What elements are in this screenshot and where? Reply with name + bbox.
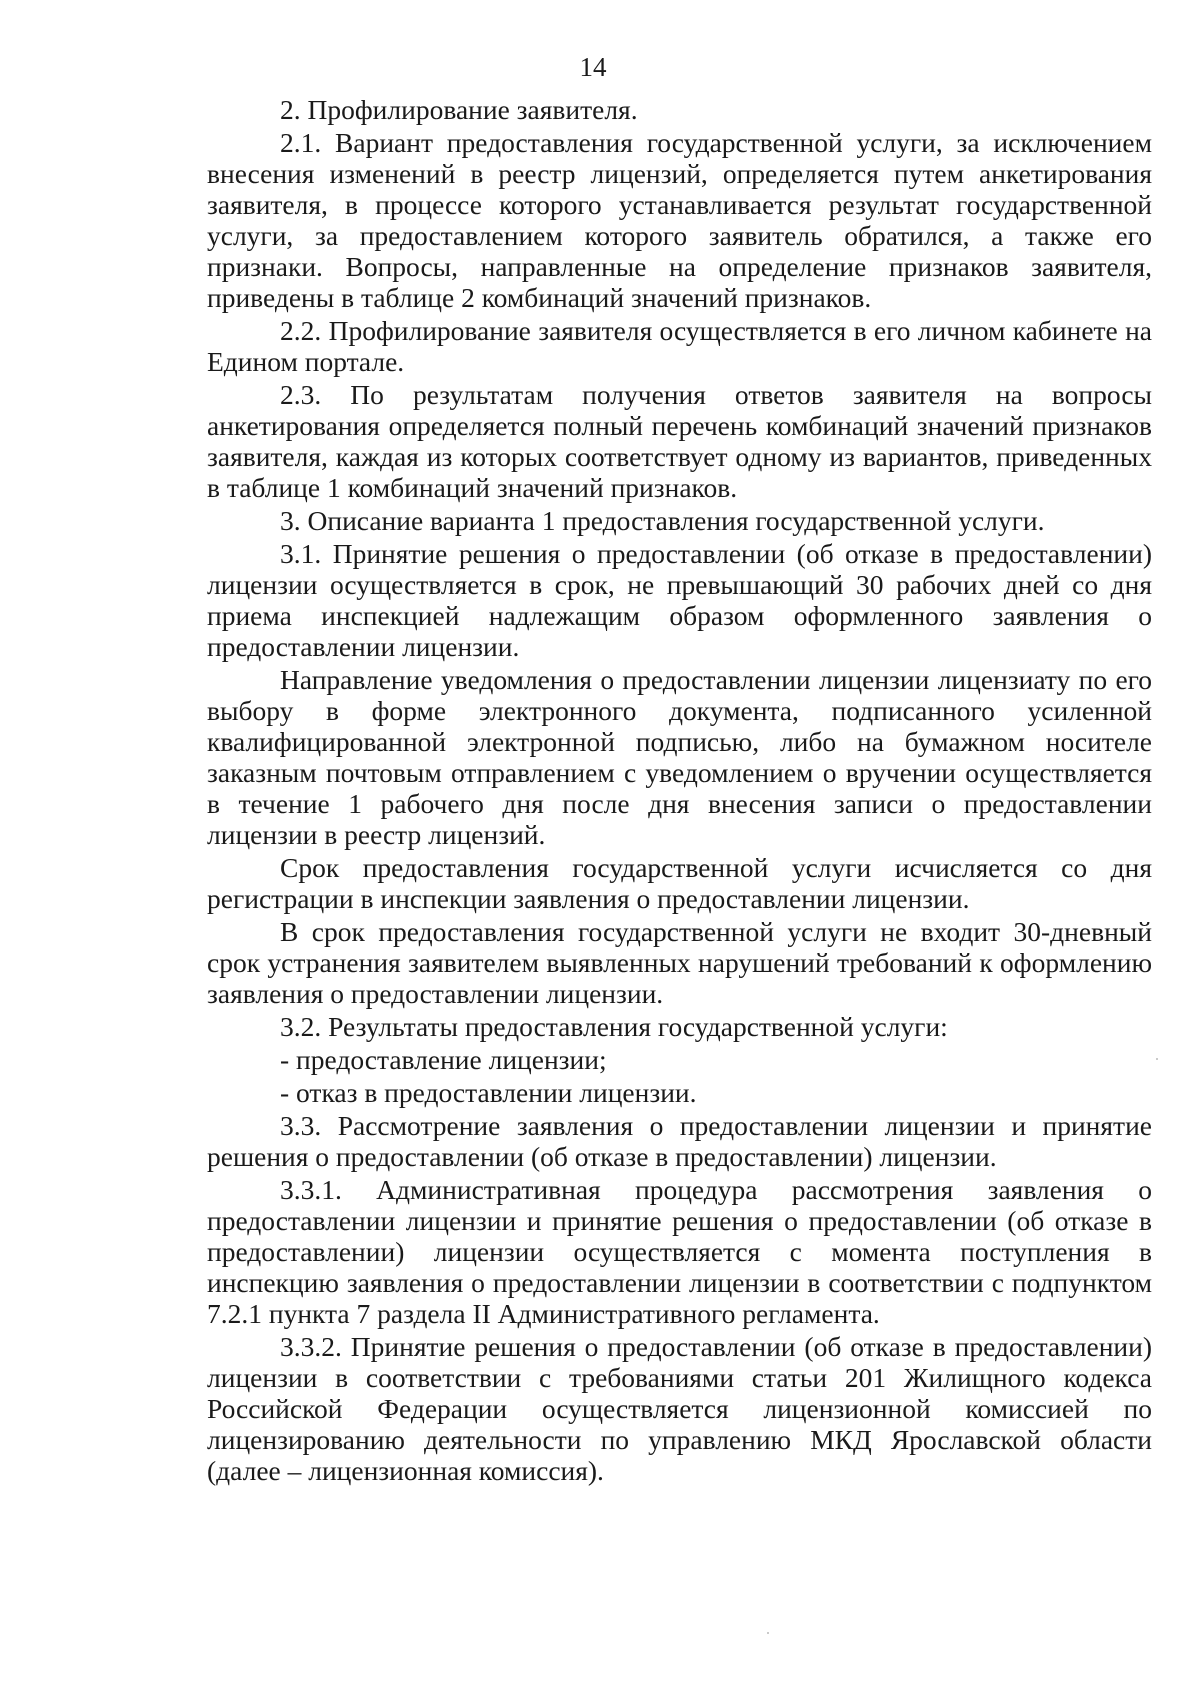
paragraph-3-3-1: 3.3.1. Административная процедура рассмотрения заявления о предоставлении лицензии и принятие решения о предоставлении (об отказе в предоставлении) лицензии осуществляется с момента поступления в инспекцию заявления о предоставлении лицензии в соответствии с подпунктом 7.2.1 пункта 7 раздела II Административного регламента. [207, 1174, 1152, 1329]
section-heading-profiling: 2. Профилирование заявителя. [280, 94, 638, 125]
paragraph-correction-term: В срок предоставления государственной услуги не входит 30-дневный срок устранения заявителем выявленных нарушений требований к оформлению заявления о предоставлении лицензии. [207, 916, 1152, 1009]
list-item-refusal: - отказ в предоставлении лицензии. [280, 1077, 697, 1108]
document-body [207, 94, 1152, 1488]
scan-artifact-dot [1156, 1058, 1158, 1060]
paragraph-notification: Направление уведомления о предоставлении лицензии лицензиату по его выбору в форме электронного документа, подписанного усиленной квалифицированной электронной подписью, либо на бумажном носителе заказным почтовым отправлением с уведомлением о вручении осуществляется в течение 1 рабочего дня после дня внесения записи о предоставлении лицензии в реестр лицензий. [207, 664, 1152, 850]
page-number: 14 [579, 52, 607, 82]
list-item-grant: - предоставление лицензии; [280, 1044, 607, 1075]
paragraph-service-term: Срок предоставления государственной услуги исчисляется со дня регистрации в инспекции заявления о предоставлении лицензии. [207, 852, 1152, 914]
paragraph-2-1: 2.1. Вариант предоставления государственной услуги, за исключением внесения изменений в реестр лицензий, определяется путем анкетирования заявителя, в процессе которого устанавливается результат государственной услуги, за предоставлением которого заявитель обратился, а также его признаки. Вопросы, направленные на определение признаков заявителя, приведены в таблице 2 комбинаций значений признаков. [207, 127, 1152, 313]
paragraph-3-3: 3.3. Рассмотрение заявления о предоставлении лицензии и принятие решения о предоставлении (об отказе в предоставлении) лицензии. [207, 1110, 1152, 1172]
paragraph-2-3: 2.3. По результатам получения ответов заявителя на вопросы анкетирования определяется полный перечень комбинаций значений признаков заявителя, каждая из которых соответствует одному из вариантов, приведенных в таблице 1 комбинаций значений признаков. [207, 379, 1152, 503]
section-heading-variant-1: 3. Описание варианта 1 предоставления государственной услуги. [280, 505, 1045, 536]
paragraph-3-2: 3.2. Результаты предоставления государственной услуги: [280, 1011, 948, 1042]
paragraph-3-1: 3.1. Принятие решения о предоставлении (об отказе в предоставлении) лицензии осуществляется в срок, не превышающий 30 рабочих дней со дня приема инспекцией надлежащим образом оформленного заявления о предоставлении лицензии. [207, 538, 1152, 662]
paragraph-3-3-2: 3.3.2. Принятие решения о предоставлении (об отказе в предоставлении) лицензии в соответствии с требованиями статьи 201 Жилищного кодекса Российской Федерации осуществляется лицензионной комиссией по лицензированию деятельности по управлению МКД Ярославской области (далее – лицензионная комиссия). [207, 1331, 1152, 1486]
scan-artifact-dot [767, 1632, 769, 1634]
paragraph-2-2: 2.2. Профилирование заявителя осуществляется в его личном кабинете на Едином портале. [207, 315, 1152, 377]
